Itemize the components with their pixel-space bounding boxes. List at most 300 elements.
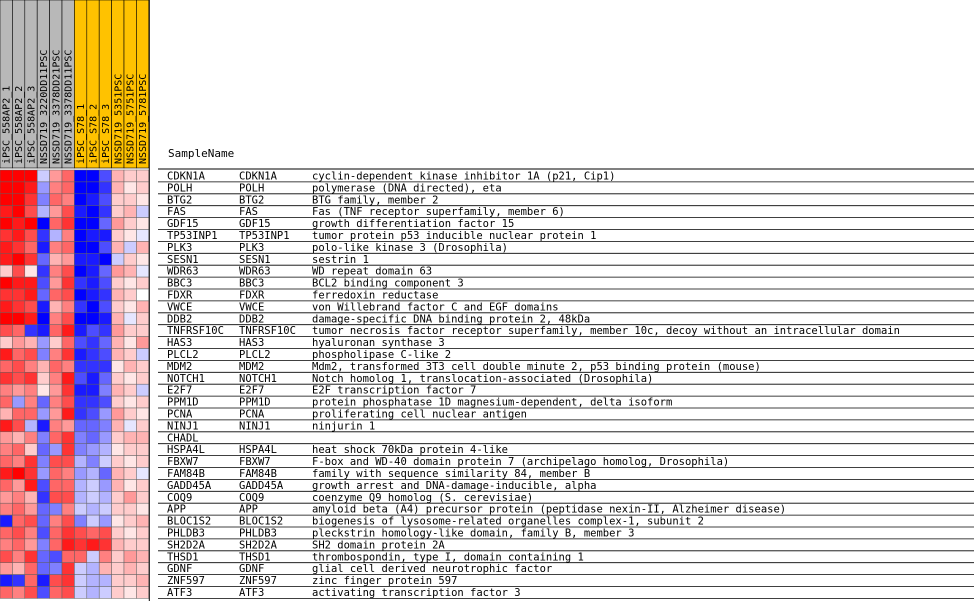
heatmap-cell-r28-c8 (87, 491, 99, 503)
heatmap-cell-r36-c1 (0, 587, 12, 599)
heatmap-cell-r8-c5 (50, 253, 62, 265)
heatmap-cell-r9-c5 (50, 265, 62, 277)
heatmap-cell-r2-c4 (37, 182, 49, 194)
row-probe-label-2: POLH (167, 182, 193, 195)
heatmap-cell-r23-c11 (124, 432, 136, 444)
heatmap-cell-r11-c7 (74, 289, 86, 301)
heatmap-cell-r25-c4 (37, 456, 49, 468)
heatmap-cell-r6-c4 (37, 230, 49, 242)
heatmap-cell-r34-c9 (99, 563, 111, 575)
heatmap-cell-r13-c9 (99, 313, 111, 325)
row-symbol-label-7: PLK3 (239, 241, 265, 254)
row-symbol-label-8: SESN1 (239, 253, 271, 266)
heatmap-cell-r7-c7 (74, 241, 86, 253)
heatmap-cell-r20-c3 (25, 396, 37, 408)
row-description-label-16: phospholipase C-like 2 (312, 349, 452, 361)
heatmap-cell-r6-c11 (124, 230, 136, 242)
heatmap-cell-r7-c3 (25, 241, 37, 253)
heatmap-cell-r35-c3 (25, 575, 37, 587)
heatmap-cell-r31-c2 (12, 527, 24, 539)
heatmap-cell-r15-c12 (136, 337, 148, 349)
heatmap-cell-r34-c3 (25, 563, 37, 575)
heatmap-cell-r31-c6 (62, 527, 74, 539)
heatmap-cell-r10-c8 (87, 277, 99, 289)
row-probe-label-19: E2F7 (167, 384, 193, 397)
row-symbol-label-6: TP53INP1 (239, 230, 290, 242)
heatmap-cell-r1-c7 (74, 170, 86, 182)
heatmap-cell-r15-c8 (87, 337, 99, 349)
heatmap-cell-r4-c2 (12, 206, 24, 218)
heatmap-cell-r35-c10 (112, 575, 124, 587)
heatmap-cell-r18-c4 (37, 372, 49, 384)
heatmap-cell-r5-c3 (25, 218, 37, 230)
heatmap-cell-r29-c11 (124, 503, 136, 515)
row-probe-label-35: ZNF597 (167, 575, 205, 588)
heatmap-cell-r5-c12 (136, 218, 148, 230)
heatmap-cell-r9-c9 (99, 265, 111, 277)
heatmap-cell-r4-c11 (124, 206, 136, 218)
heatmap-cell-r10-c7 (74, 277, 86, 289)
row-symbol-label-31: PHLDB3 (239, 527, 277, 540)
heatmap-cell-r20-c8 (87, 396, 99, 408)
row-symbol-label-5: GDF15 (239, 218, 271, 231)
heatmap-cell-r30-c8 (87, 515, 99, 527)
row-description-label-32: SH2 domain protein 2A (312, 539, 445, 552)
heatmap-cell-r29-c8 (87, 503, 99, 515)
heatmap-cell-r4-c9 (99, 206, 111, 218)
heatmap-cell-r31-c1 (0, 527, 12, 539)
heatmap-cell-r24-c8 (87, 444, 99, 456)
heatmap-cell-r21-c5 (50, 408, 62, 420)
heatmap-cell-r24-c3 (25, 444, 37, 456)
heatmap-cell-r27-c5 (50, 479, 62, 491)
heatmap-cell-r27-c11 (124, 479, 136, 491)
heatmap-cell-r30-c6 (62, 515, 74, 527)
heatmap-cell-r6-c9 (99, 230, 111, 242)
heatmap-cell-r2-c1 (0, 182, 12, 194)
heatmap-cell-r14-c7 (74, 325, 86, 337)
heatmap-cell-r12-c6 (62, 301, 74, 313)
heatmap-cell-r28-c1 (0, 491, 12, 503)
heatmap-cell-r4-c6 (62, 206, 74, 218)
heatmap-cell-r18-c3 (25, 372, 37, 384)
heatmap-cell-r13-c10 (112, 313, 124, 325)
heatmap-cell-r28-c7 (74, 491, 86, 503)
heatmap-cell-r30-c1 (0, 515, 12, 527)
heatmap-cell-r20-c6 (62, 396, 74, 408)
heatmap-cell-r28-c6 (62, 491, 74, 503)
row-description-label-8: sestrin 1 (312, 253, 369, 266)
heatmap-cell-r26-c1 (0, 468, 12, 480)
heatmap-cell-r33-c8 (87, 551, 99, 563)
row-description-label-27: growth arrest and DNA-damage-inducible, alpha (312, 479, 597, 492)
heatmap-cell-r17-c7 (74, 360, 86, 372)
heatmap-cell-r15-c10 (112, 337, 124, 349)
heatmap-cell-r31-c10 (112, 527, 124, 539)
heatmap-cell-r25-c12 (136, 456, 148, 468)
heatmap-cell-r13-c8 (87, 313, 99, 325)
row-probe-label-23: CHADL (167, 432, 199, 445)
heatmap-cell-r18-c1 (0, 372, 12, 384)
heatmap-cell-r29-c6 (62, 503, 74, 515)
heatmap-cell-r35-c6 (62, 575, 74, 587)
heatmap-cell-r22-c4 (37, 420, 49, 432)
heatmap-cell-r4-c10 (112, 206, 124, 218)
row-symbol-label-13: DDB2 (239, 313, 265, 326)
heatmap-cell-r16-c2 (12, 349, 24, 361)
heatmap-cell-r13-c6 (62, 313, 74, 325)
row-description-label-18: Notch homolog 1, translocation-associated (Drosophila) (312, 372, 654, 385)
heatmap-cell-r13-c1 (0, 313, 12, 325)
heatmap-cell-r17-c11 (124, 360, 136, 372)
heatmap-cell-r15-c5 (50, 337, 62, 349)
heatmap-cell-r27-c2 (12, 479, 24, 491)
heatmap-cell-r5-c2 (12, 218, 24, 230)
heatmap-cell-r16-c11 (124, 349, 136, 361)
heatmap-cell-r12-c1 (0, 301, 12, 313)
heatmap-cell-r8-c7 (74, 253, 86, 265)
row-description-label-28: coenzyme Q9 homolog (S. cerevisiae) (312, 491, 534, 504)
row-description-label-24: heat shock 70kDa protein 4-like (312, 444, 508, 457)
heatmap-cell-r25-c10 (112, 456, 124, 468)
heatmap-cell-r19-c10 (112, 384, 124, 396)
heatmap-cell-r6-c8 (87, 230, 99, 242)
heatmap-cell-r9-c4 (37, 265, 49, 277)
heatmap-cell-r9-c1 (0, 265, 12, 277)
row-probe-label-20: PPM1D (167, 396, 199, 409)
row-symbol-label-25: FBXW7 (239, 456, 271, 469)
heatmap-cell-r24-c4 (37, 444, 49, 456)
row-symbol-label-26: FAM84B (239, 468, 277, 480)
heatmap-cell-r17-c10 (112, 360, 124, 372)
heatmap-cell-r6-c12 (136, 230, 148, 242)
heatmap-cell-r3-c3 (25, 194, 37, 206)
heatmap-cell-r10-c12 (136, 277, 148, 289)
heatmap-cell-r17-c6 (62, 360, 74, 372)
heatmap-cell-r30-c3 (25, 515, 37, 527)
heatmap-cell-r25-c11 (124, 456, 136, 468)
heatmap-cell-r27-c6 (62, 479, 74, 491)
heatmap-cell-r12-c2 (12, 301, 24, 313)
column-label-9: iPSC_S78_3 (100, 103, 112, 164)
heatmap-cell-r30-c7 (74, 515, 86, 527)
heatmap-cell-r15-c9 (99, 337, 111, 349)
heatmap-cell-r26-c7 (74, 468, 86, 480)
row-probe-label-16: PLCL2 (167, 349, 199, 361)
heatmap-cell-r5-c1 (0, 218, 12, 230)
heatmap-cell-r20-c12 (136, 396, 148, 408)
heatmap-cell-r21-c6 (62, 408, 74, 420)
heatmap-cell-r21-c9 (99, 408, 111, 420)
row-symbol-label-17: MDM2 (239, 360, 265, 373)
heatmap-cell-r24-c7 (74, 444, 86, 456)
row-description-label-35: zinc finger protein 597 (312, 575, 458, 588)
heatmap-cell-r36-c8 (87, 587, 99, 599)
row-symbol-label-18: NOTCH1 (239, 372, 277, 385)
heatmap-cell-r17-c5 (50, 360, 62, 372)
heatmap-cell-r23-c3 (25, 432, 37, 444)
heatmap-cell-r9-c10 (112, 265, 124, 277)
row-symbol-label-16: PLCL2 (239, 349, 271, 361)
heatmap-cell-r14-c9 (99, 325, 111, 337)
heatmap-cell-r32-c12 (136, 539, 148, 551)
heatmap-cell-r31-c9 (99, 527, 111, 539)
heatmap-cell-r21-c12 (136, 408, 148, 420)
heatmap-cell-r2-c9 (99, 182, 111, 194)
row-probe-label-12: VWCE (167, 301, 193, 314)
heatmap-cell-r30-c5 (50, 515, 62, 527)
row-symbol-label-12: VWCE (239, 301, 265, 314)
heatmap-cell-r36-c6 (62, 587, 74, 599)
heatmap-cell-r35-c11 (124, 575, 136, 587)
column-label-7: iPSC_S78_1 (76, 103, 88, 164)
heatmap-cell-r6-c7 (74, 230, 86, 242)
row-probe-label-36: ATF3 (167, 587, 193, 599)
row-description-label-2: polymerase (DNA directed), eta (312, 182, 502, 195)
row-description-label-3: BTG family, member 2 (312, 194, 439, 207)
heatmap-cell-r1-c5 (50, 170, 62, 182)
heatmap-cell-r9-c8 (87, 265, 99, 277)
row-description-label-4: Fas (TNF receptor superfamily, member 6) (312, 206, 565, 219)
heatmap-cell-r8-c8 (87, 253, 99, 265)
heatmap-cell-r11-c10 (112, 289, 124, 301)
heatmap-cell-r30-c4 (37, 515, 49, 527)
row-probe-label-1: CDKN1A (167, 170, 205, 183)
column-label-4: NSSD719_3220DD11PSC (38, 49, 50, 164)
heatmap-cell-r11-c6 (62, 289, 74, 301)
heatmap-cell-r18-c12 (136, 372, 148, 384)
heatmap-cell-r33-c11 (124, 551, 136, 563)
row-probe-label-4: FAS (167, 206, 186, 219)
heatmap-cell-r20-c9 (99, 396, 111, 408)
heatmap-cell-r34-c1 (0, 563, 12, 575)
heatmap-cell-r20-c2 (12, 396, 24, 408)
heatmap-cell-r5-c5 (50, 218, 62, 230)
heatmap-cell-r18-c2 (12, 372, 24, 384)
heatmap-cell-r8-c1 (0, 253, 12, 265)
heatmap-cell-r16-c8 (87, 349, 99, 361)
row-symbol-label-29: APP (239, 503, 258, 516)
heatmap-cell-r28-c12 (136, 491, 148, 503)
heatmap-cell-r27-c10 (112, 479, 124, 491)
heatmap-cell-r28-c11 (124, 491, 136, 503)
heatmap-cell-r31-c3 (25, 527, 37, 539)
heatmap-cell-r29-c1 (0, 503, 12, 515)
row-probe-label-25: FBXW7 (167, 456, 199, 469)
row-description-label-5: growth differentiation factor 15 (312, 218, 515, 231)
row-description-label-1: cyclin-dependent kinase inhibitor 1A (p21, Cip1) (312, 170, 616, 183)
row-probe-label-30: BLOC1S2 (167, 515, 212, 528)
heatmap-cell-r23-c12 (136, 432, 148, 444)
row-symbol-label-14: TNFRSF10C (239, 325, 296, 338)
heatmap-cell-r8-c3 (25, 253, 37, 265)
row-probe-label-15: HAS3 (167, 337, 193, 350)
row-description-label-31: pleckstrin homology-like domain, family B, member 3 (312, 527, 635, 540)
heatmap-cell-r9-c12 (136, 265, 148, 277)
heatmap-cell-r21-c3 (25, 408, 37, 420)
heatmap-cell-r18-c10 (112, 372, 124, 384)
heatmap-cell-r15-c1 (0, 337, 12, 349)
heatmap-cell-r23-c1 (0, 432, 12, 444)
row-probe-label-29: APP (167, 503, 186, 516)
heatmap-cell-r21-c2 (12, 408, 24, 420)
heatmap-cell-r23-c8 (87, 432, 99, 444)
row-probe-label-6: TP53INP1 (167, 230, 218, 242)
heatmap-cell-r5-c6 (62, 218, 74, 230)
heatmap-cell-r16-c12 (136, 349, 148, 361)
heatmap-cell-r17-c9 (99, 360, 111, 372)
heatmap-cell-r17-c1 (0, 360, 12, 372)
heatmap-cell-r31-c8 (87, 527, 99, 539)
heatmap-cell-r8-c12 (136, 253, 148, 265)
heatmap-cell-r32-c10 (112, 539, 124, 551)
heatmap-cell-r8-c2 (12, 253, 24, 265)
heatmap-cell-r12-c5 (50, 301, 62, 313)
heatmap-cell-r2-c8 (87, 182, 99, 194)
row-symbol-label-11: FDXR (239, 289, 265, 302)
heatmap-cell-r9-c3 (25, 265, 37, 277)
heatmap-cell-r12-c7 (74, 301, 86, 313)
row-symbol-label-10: BBC3 (239, 277, 265, 290)
heatmap-cell-r18-c9 (99, 372, 111, 384)
row-probe-label-26: FAM84B (167, 468, 205, 480)
heatmap-cell-r24-c1 (0, 444, 12, 456)
heatmap-cell-r35-c12 (136, 575, 148, 587)
heatmap-cell-r17-c8 (87, 360, 99, 372)
heatmap-cell-r23-c2 (12, 432, 24, 444)
heatmap-cell-r19-c3 (25, 384, 37, 396)
heatmap-cell-r35-c2 (12, 575, 24, 587)
heatmap-cell-r1-c2 (12, 170, 24, 182)
heatmap-cell-r7-c10 (112, 241, 124, 253)
heatmap-cell-r34-c5 (50, 563, 62, 575)
heatmap-cell-r29-c3 (25, 503, 37, 515)
row-description-label-21: proliferating cell nuclear antigen (312, 408, 527, 421)
heatmap-cell-r2-c2 (12, 182, 24, 194)
row-description-label-14: tumor necrosis factor receptor superfamily, member 10c, decoy without an intracellular domain (312, 325, 900, 338)
row-probe-label-5: GDF15 (167, 218, 199, 231)
heatmap-cell-r29-c5 (50, 503, 62, 515)
heatmap-cell-r29-c12 (136, 503, 148, 515)
heatmap-cell-r22-c8 (87, 420, 99, 432)
row-symbol-label-30: BLOC1S2 (239, 515, 284, 528)
heatmap-cell-r3-c8 (87, 194, 99, 206)
heatmap-cell-r26-c11 (124, 468, 136, 480)
row-probe-label-18: NOTCH1 (167, 372, 205, 385)
row-symbol-label-22: NINJ1 (239, 420, 271, 433)
column-label-10: NSSD719_5351PSC (113, 73, 125, 164)
heatmap-cell-r29-c4 (37, 503, 49, 515)
heatmap-cell-r2-c12 (136, 182, 148, 194)
heatmap-cell-r25-c7 (74, 456, 86, 468)
heatmap-cell-r3-c7 (74, 194, 86, 206)
heatmap-cell-r13-c5 (50, 313, 62, 325)
heatmap-cell-r19-c7 (74, 384, 86, 396)
heatmap-cell-r27-c3 (25, 479, 37, 491)
heatmap-cell-r32-c4 (37, 539, 49, 551)
row-symbol-label-33: THSD1 (239, 551, 271, 564)
heatmap-cell-r6-c10 (112, 230, 124, 242)
heatmap-cell-r7-c1 (0, 241, 12, 253)
heatmap-cell-r23-c4 (37, 432, 49, 444)
heatmap-cell-r22-c9 (99, 420, 111, 432)
heatmap-cell-r30-c12 (136, 515, 148, 527)
heatmap-cell-r12-c11 (124, 301, 136, 313)
row-probe-label-7: PLK3 (167, 241, 193, 254)
heatmap-cell-r3-c1 (0, 194, 12, 206)
heatmap-cell-r34-c4 (37, 563, 49, 575)
heatmap-cell-r23-c6 (62, 432, 74, 444)
heatmap-cell-r35-c8 (87, 575, 99, 587)
heatmap-cell-r24-c9 (99, 444, 111, 456)
heatmap-cell-r19-c4 (37, 384, 49, 396)
heatmap-cell-r25-c1 (0, 456, 12, 468)
row-symbol-label-34: GDNF (239, 563, 265, 576)
row-symbol-label-2: POLH (239, 182, 265, 195)
heatmap-cell-r2-c7 (74, 182, 86, 194)
row-description-label-9: WD repeat domain 63 (312, 265, 433, 278)
heatmap-cell-r1-c9 (99, 170, 111, 182)
heatmap-cell-r30-c2 (12, 515, 24, 527)
heatmap-cell-r16-c5 (50, 349, 62, 361)
heatmap-cell-r7-c2 (12, 241, 24, 253)
heatmap-cell-r19-c11 (124, 384, 136, 396)
heatmap-cell-r16-c9 (99, 349, 111, 361)
heatmap-cell-r29-c9 (99, 503, 111, 515)
heatmap-cell-r11-c9 (99, 289, 111, 301)
heatmap-cell-r32-c9 (99, 539, 111, 551)
row-description-label-11: ferredoxin reductase (312, 289, 439, 302)
heatmap-cell-r35-c5 (50, 575, 62, 587)
heatmap-cell-r20-c4 (37, 396, 49, 408)
heatmap-cell-r22-c3 (25, 420, 37, 432)
heatmap-cell-r21-c10 (112, 408, 124, 420)
heatmap-cell-r1-c11 (124, 170, 136, 182)
heatmap-cell-r15-c4 (37, 337, 49, 349)
heatmap-cell-r34-c11 (124, 563, 136, 575)
heatmap-cell-r27-c4 (37, 479, 49, 491)
heatmap-cell-r33-c2 (12, 551, 24, 563)
column-label-2: iPSC_558AP2_2 (14, 85, 26, 164)
heatmap-cell-r22-c11 (124, 420, 136, 432)
heatmap-cell-r1-c1 (0, 170, 12, 182)
heatmap-cell-r15-c2 (12, 337, 24, 349)
row-probe-label-11: FDXR (167, 289, 193, 302)
heatmap-cell-r26-c10 (112, 468, 124, 480)
heatmap-cell-r24-c10 (112, 444, 124, 456)
heatmap-cell-r32-c6 (62, 539, 74, 551)
heatmap-cell-r24-c2 (12, 444, 24, 456)
heatmap-cell-r28-c3 (25, 491, 37, 503)
heatmap-cell-r2-c10 (112, 182, 124, 194)
row-description-label-36: activating transcription factor 3 (312, 587, 521, 599)
heatmap-cell-r10-c11 (124, 277, 136, 289)
heatmap-cell-r13-c2 (12, 313, 24, 325)
heatmap-cell-r20-c7 (74, 396, 86, 408)
row-probe-label-14: TNFRSF10C (167, 325, 224, 338)
heatmap-cell-r5-c11 (124, 218, 136, 230)
heatmap-cell-r19-c2 (12, 384, 24, 396)
heatmap-cell-r32-c11 (124, 539, 136, 551)
heatmap-cell-r25-c5 (50, 456, 62, 468)
row-probe-label-17: MDM2 (167, 360, 193, 373)
heatmap-cell-r19-c1 (0, 384, 12, 396)
heatmap-cell-r32-c7 (74, 539, 86, 551)
row-description-label-17: Mdm2, transformed 3T3 cell double minute 2, p53 binding protein (mouse) (312, 360, 761, 373)
heatmap-cell-r20-c11 (124, 396, 136, 408)
heatmap-cell-r12-c4 (37, 301, 49, 313)
heatmap-cell-r16-c3 (25, 349, 37, 361)
